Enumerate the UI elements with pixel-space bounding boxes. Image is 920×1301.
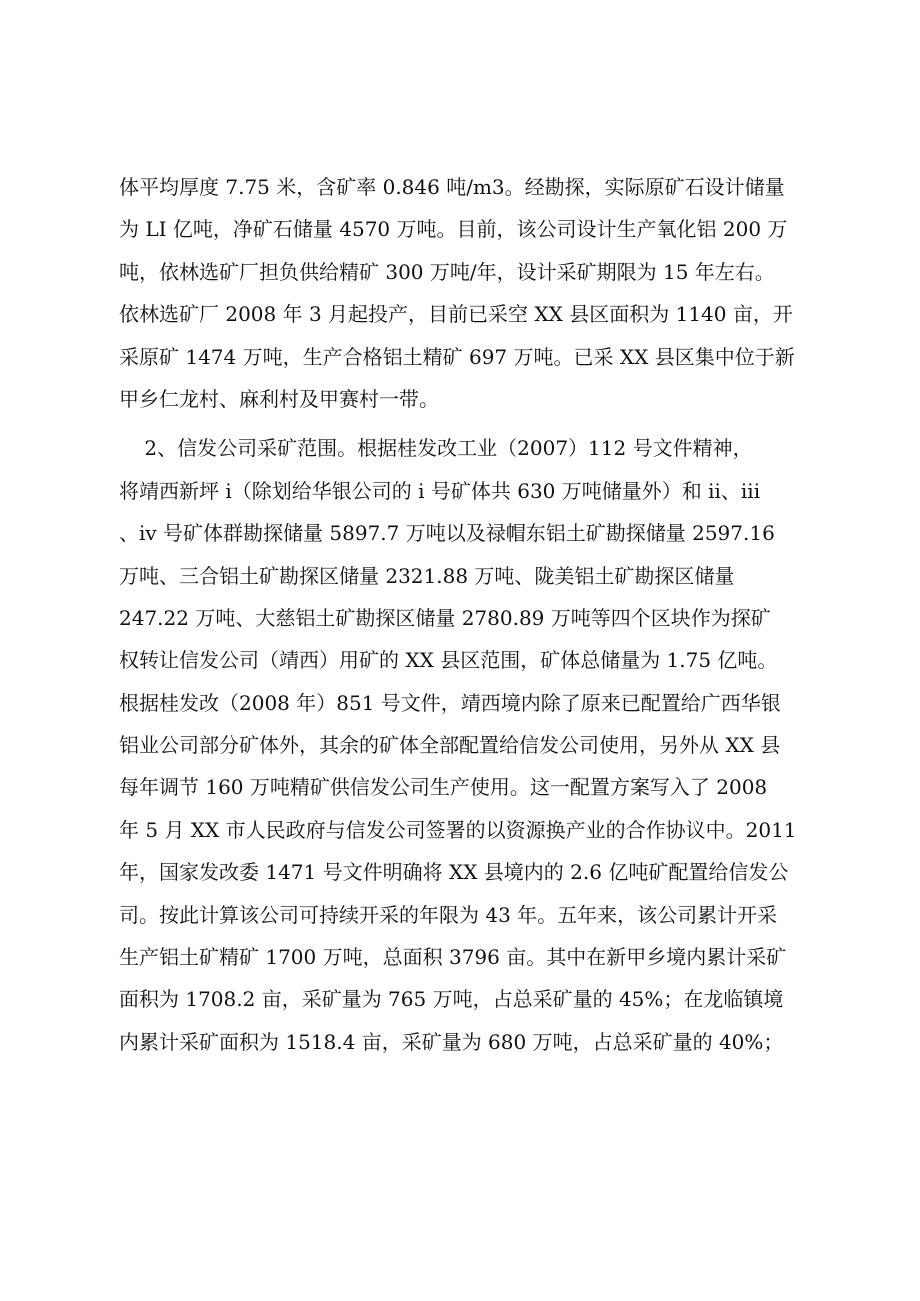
text-line: 生产铝土矿精矿 1700 万吨，总面积 3796 亩。其中在新甲乡境内累计采矿 bbox=[119, 945, 787, 970]
paragraph-spacer bbox=[119, 420, 819, 427]
text-line: 将靖西新坪 i（除划给华银公司的 i 号矿体共 630 万吨储量外）和 ii、iii bbox=[119, 478, 761, 503]
text-line: 万吨、三合铝土矿勘探区储量 2321.88 万吨、陇美铝土矿勘探区储量 bbox=[119, 563, 735, 588]
text-line: 每年调节 160 万吨精矿供信发公司生产使用。这一配置方案写入了 2008 bbox=[119, 775, 768, 800]
paragraph-2 bbox=[119, 427, 819, 1063]
text-line: 内累计采矿面积为 1518.4 亩，采矿量为 680 万吨，占总采矿量的 40%； bbox=[119, 1029, 784, 1054]
text-line: 、iv 号矿体群勘探储量 5897.7 万吨以及禄帽东铝土矿勘探储量 2597.16 bbox=[119, 521, 775, 546]
text-line: 根据桂发改（2008 年）851 号文件，靖西境内除了原来已配置给广西华银 bbox=[119, 690, 781, 715]
text-line: 司。按此计算该公司可持续开采的年限为 43 年。五年来，该公司累计开采 bbox=[119, 902, 778, 927]
text-line: 铝业公司部分矿体外，其余的矿体全部配置给信发公司使用，另外从 XX 县 bbox=[119, 733, 781, 758]
text-line: 权转让信发公司（靖西）用矿的 XX 县区范围，矿体总储量为 1.75 亿吨。 bbox=[119, 648, 778, 673]
text-line: 年 5 月 XX 市人民政府与信发公司签署的以资源换产业的合作协议中。2011 bbox=[119, 817, 797, 842]
text-line: 依林选矿厂 2008 年 3 月起投产，目前已采空 XX 县区面积为 1140 亩，开 bbox=[119, 302, 793, 327]
document-body bbox=[119, 166, 819, 1063]
text-line: 2、信发公司采矿范围。根据桂发改工业（2007）112 号文件精神， bbox=[119, 436, 753, 461]
paragraph-1 bbox=[119, 166, 819, 420]
text-line: 247.22 万吨、大慈铝土矿勘探区储量 2780.89 万吨等四个区块作为探矿 bbox=[119, 605, 771, 630]
text-line: 甲乡仁龙村、麻利村及甲赛村一带。 bbox=[119, 386, 439, 411]
text-line: 为 LI 亿吨，净矿石储量 4570 万吨。目前，该公司设计生产氧化铝 200 万 bbox=[119, 217, 788, 242]
text-line: 吨，依林选矿厂担负供给精矿 300 万吨/年，设计采矿期限为 15 年左右。 bbox=[119, 259, 775, 284]
text-line: 面积为 1708.2 亩，采矿量为 765 万吨，占总采矿量的 45%；在龙临镇境 bbox=[119, 987, 784, 1012]
text-line: 年，国家发改委 1471 号文件明确将 XX 县境内的 2.6 亿吨矿配置给信发公 bbox=[119, 860, 789, 885]
text-line: 体平均厚度 7.75 米，含矿率 0.846 吨/m3。经勘探，实际原矿石设计储量 bbox=[119, 175, 785, 199]
text-line: 采原矿 1474 万吨，生产合格铝土精矿 697 万吨。已采 XX 县区集中位于新 bbox=[119, 344, 795, 369]
